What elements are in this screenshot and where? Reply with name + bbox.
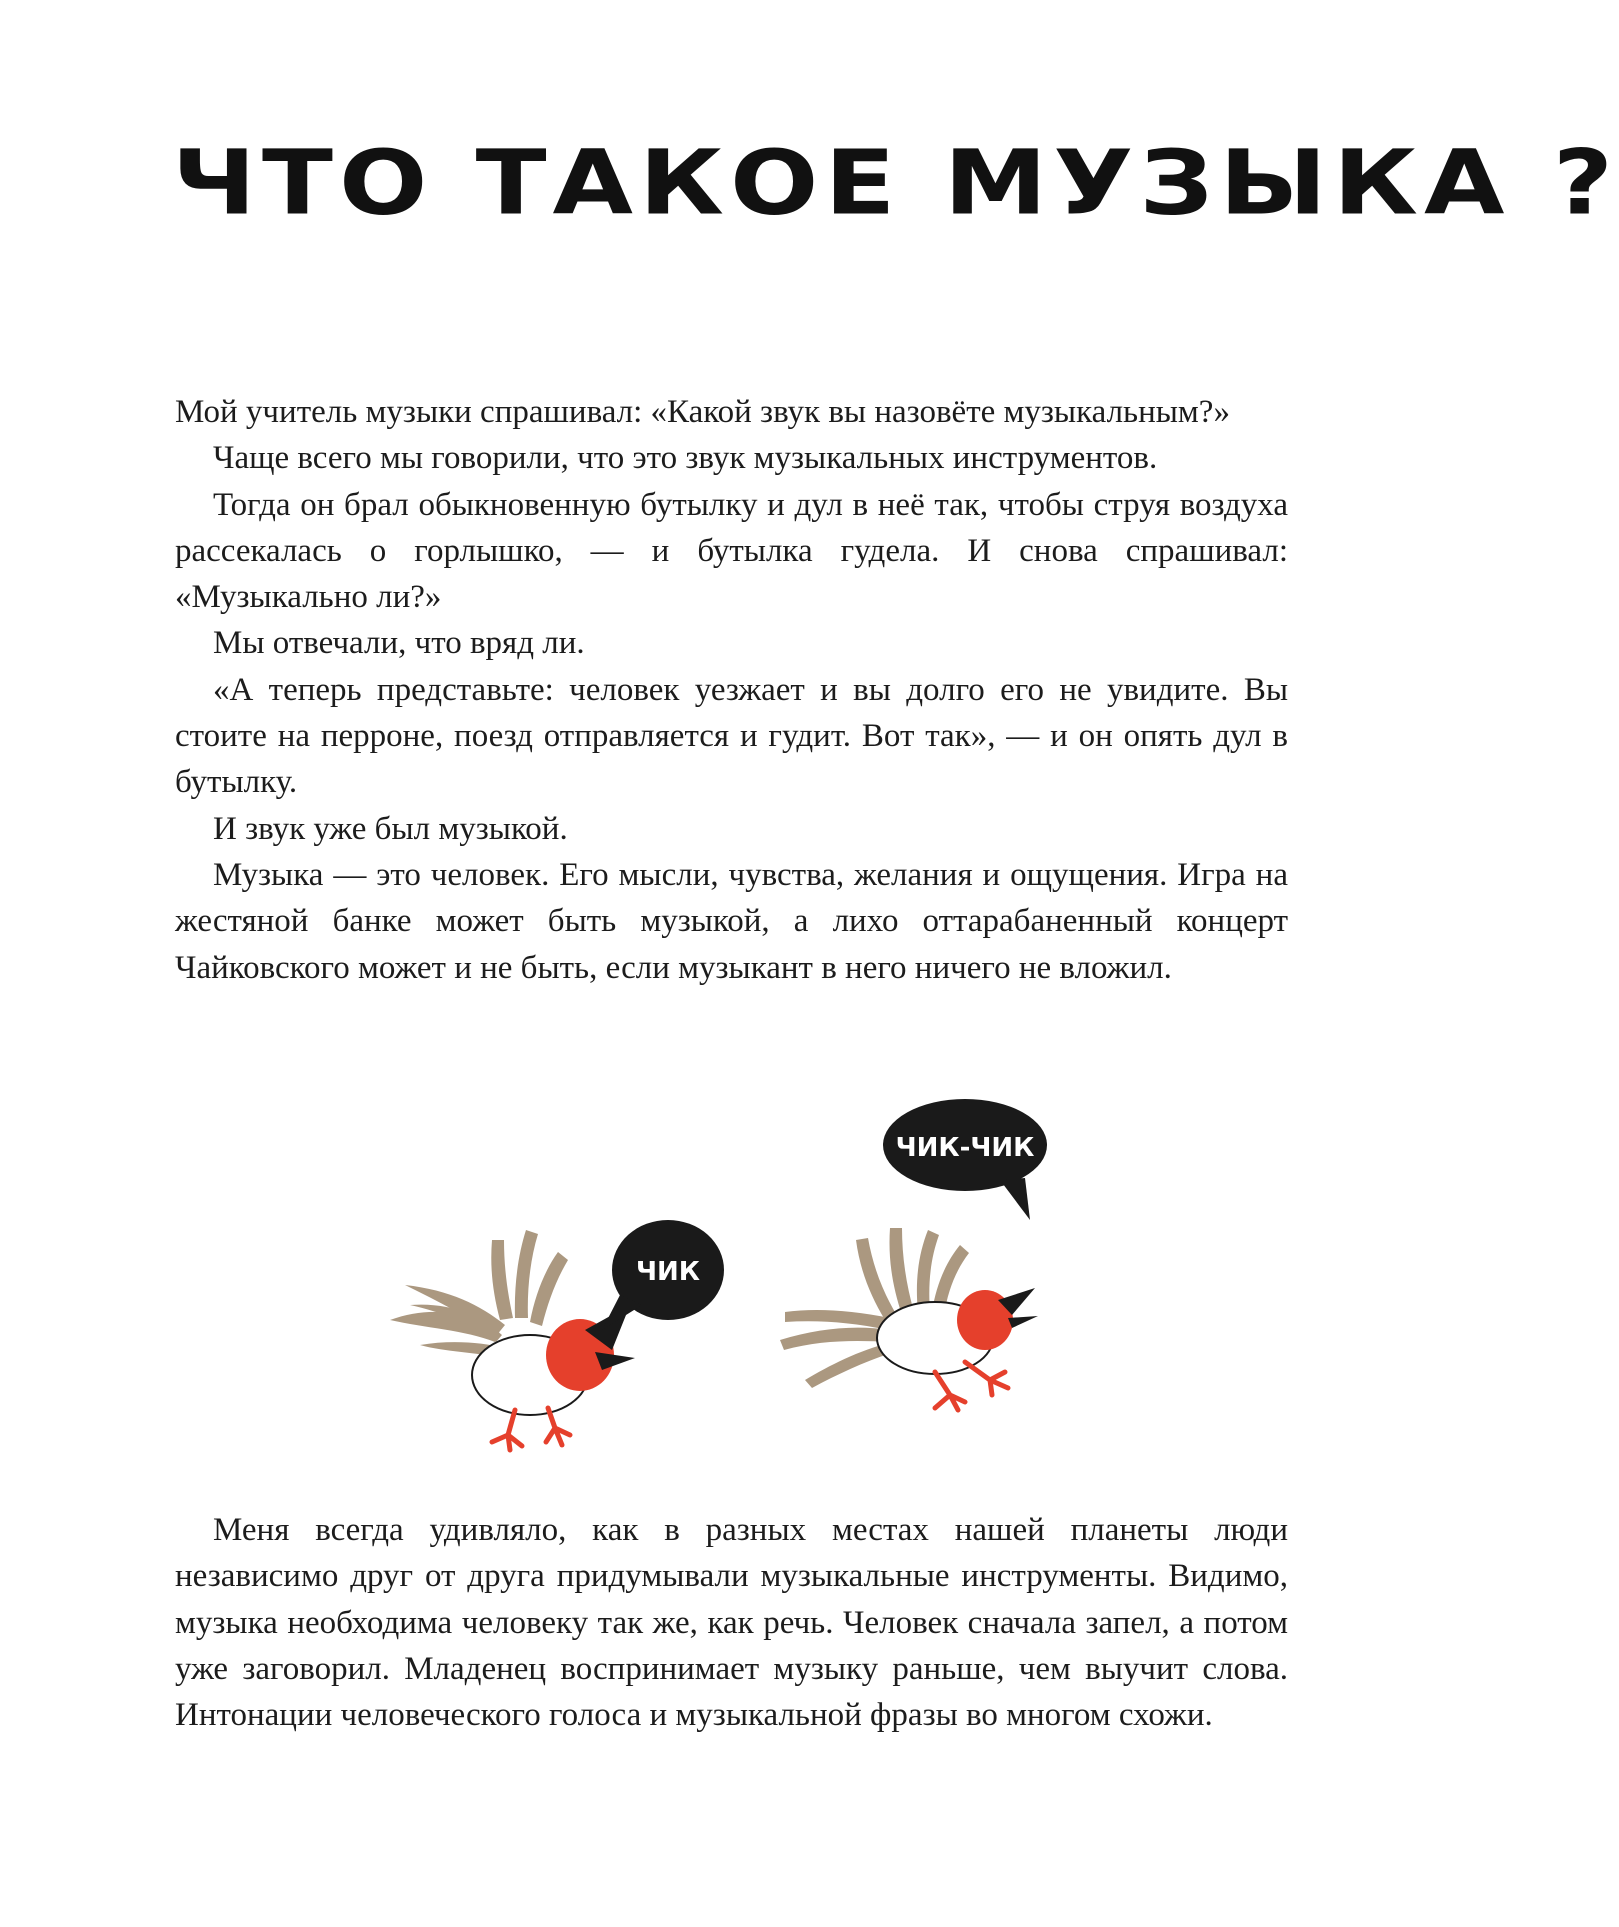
paragraph: Чаще всего мы говорили, что это звук музыкальных инструментов. <box>213 440 1158 477</box>
text-block-top <box>175 389 1288 991</box>
paragraph: И звук уже был музыкой. <box>213 810 568 847</box>
paragraph: Музыка — это человек. Его мысли, чувства, желания и ощущения. Игра на жестяной банке может быть музыкой, а лихо оттарабаненный концерт Чайковского может и не быть, если музыкант в него ничего не вложил. <box>175 856 1288 986</box>
text-block-bottom <box>175 1507 1288 1738</box>
paragraph: Тогда он брал обыкновенную бутылку и дул в неё так, чтобы струя воздуха рассекалась о горлышко, — и бутылка гудела. И снова спрашивал: «Музыкально ли?» <box>175 486 1288 616</box>
paragraph: Мы отвечали, что вряд ли. <box>213 625 585 662</box>
bubble-right-text: чик-чик <box>895 1133 1035 1163</box>
speech-bubble-left <box>602 1220 724 1330</box>
birds-illustration <box>380 1090 1120 1460</box>
paragraph: Меня всегда удивляло, как в разных местах нашей планеты люди независимо друг от друга придумывали музыкальные инструменты. Видимо, музыка необходима человеку так же, как речь. Человек сначала запел, а потом уже заговорил. Младенец воспринимает музыку раньше, чем выучит слова. Интонации человеческого голоса и музыкальной фразы во многом схожи. <box>175 1512 1288 1734</box>
speech-bubble-right <box>883 1099 1047 1220</box>
page-title: ЧТО ТАКОЕ МУЗЫКА ? <box>172 130 1619 235</box>
paragraph: Мой учитель музыки спрашивал: «Какой звук вы назовёте музыкальным?» <box>175 394 1230 430</box>
bird-left <box>390 1230 635 1450</box>
bubble-left-text: чик <box>635 1257 701 1287</box>
bird-right <box>780 1228 1038 1410</box>
paragraph: «А теперь представьте: человек уезжает и вы долго его не увидите. Вы стоите на перроне, поезд отправляется и гудит. Вот так», — и он опять дул в бутылку. <box>175 671 1288 801</box>
